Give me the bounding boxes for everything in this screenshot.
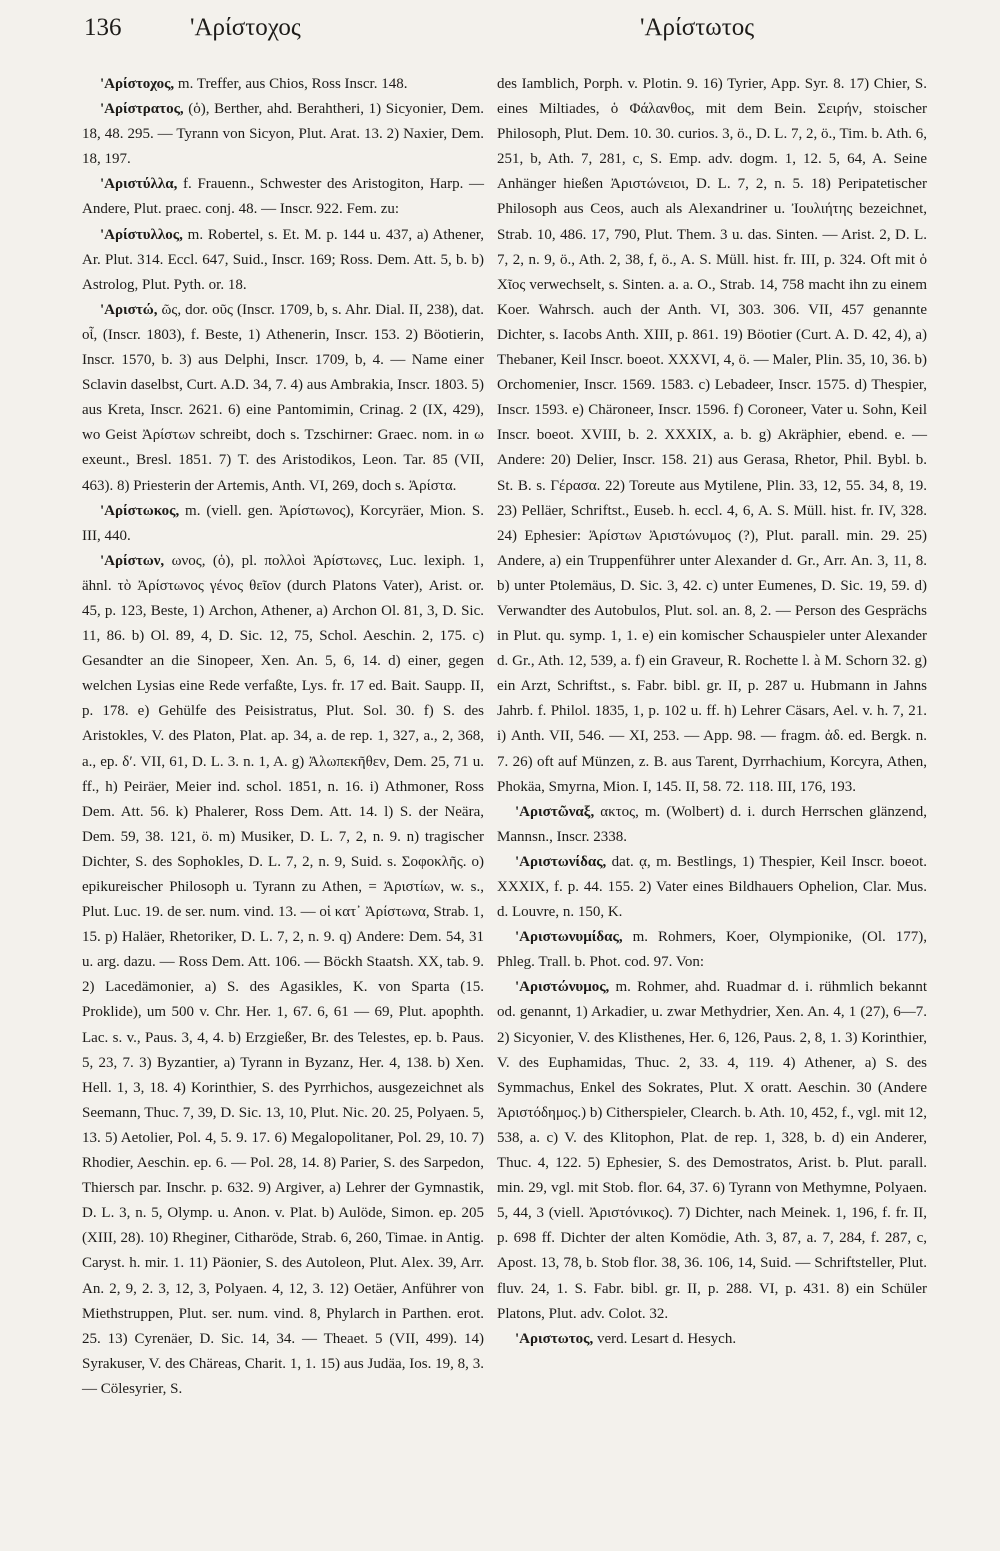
dictionary-entry (82, 97, 484, 172)
dictionary-entry (82, 223, 484, 298)
dictionary-entry (82, 72, 484, 97)
entry-text: m. Robertel, s. Et. M. p. 144 u. 437, a) Athener, Ar. Plut. 314. Eccl. 647, Suid., Inscr. 169; Ross. Dem. Att. 5, b. b) Astrolog, Plut. Pyth. or. 18. (82, 226, 484, 293)
page-number: 136 (84, 14, 122, 41)
entry-headword: 'Αριστώ, (100, 301, 158, 318)
dictionary-entry (82, 298, 484, 499)
entry-headword: 'Αριστύλλα, (100, 176, 178, 193)
right-column (497, 72, 927, 1352)
entry-text: m. (viell. gen. Ἀρίστωνος), Korcyräer, Mion. S. III, 440. (82, 502, 484, 544)
dictionary-entry (497, 975, 927, 1326)
dictionary-entry (497, 800, 927, 850)
entry-headword: 'Αρίστωκος, (100, 502, 180, 519)
entry-text: m. Treffer, aus Chios, Ross Inscr. 148. (174, 76, 408, 92)
running-head-left: 'Αρίστοχος (190, 14, 301, 41)
entry-text: ακτος, m. (Wolbert) d. i. durch Herrschen glänzend, Mannsn., Inscr. 2338. (497, 803, 927, 845)
entry-text: des Iamblich, Porph. v. Plotin. 9. 16) Tyrier, App. Syr. 8. 17) Chier, S. eines Miltiades, ὁ Φάλανθος, mit dem Bein. Σειρήν, stoischer Philosoph, Plut. Dem. 10. 30. curios. 3, ö., D. L. 7, 2, ö., Tim. b. Ath. 6, 251, b, Ath. 7, 281, c, S. Emp. adv. dogm. 1, 12. 5, 64, A. Seine Anhänger hießen Ἀριστώνειοι, D. L. 7, 2, n. 5. 18) Peripatetischer Philosoph aus Ceos, auch als Alexandriner u. Ἰουλιήτης bezeichnet, Strab. 10, 486. 17, 790, Plut. Them. 3 u. das. Sinten. — Arist. 2, D. L. 7, 2, n. 9, ö., Ath. 2, 38, f, ö., A. S. Müll. hist. fr. III, p. 324. Oft mit ὁ Χῖος verwechselt, s. Sinten. a. a. O., Strab. 14, 758 macht ihn zu einem Koer. Wahrsch. auch der Anth. VI, 303. 306. VII, 457 genannte Dichter, s. Iacobs Anth. XIII, p. 861. 19) Böotier (Curt. A. D. 42, 4), a) Thebaner, Keil Inscr. boeot. XXXVI, 4, ö. — Maler, Plin. 35, 10, 36. b) Orchomenier, Inscr. 1569. 1583. c) Lebadeer, Inscr. 1575. d) Thespier, Inscr. 1593. e) Chäroneer, Inscr. 1596. f) Coroneer, Vater u. Sohn, Keil Inscr. boeot. XVIII, b. 2. XXXIX, a. b. g) Akräphier, ebend. e. — Andere: 20) Delier, Inscr. 158. 21) aus Gerasa, Rhetor, Phil. Bybl. b. St. B. s. Γέρασα. 22) Toreute aus Mytilene, Plin. 33, 12, 55. 34, 8, 19. 23) Pelläer, Schriftst., Euseb. h. eccl. 4, 6, A. S. Müll. hist. fr. IV, 328. 24) Ephesier: Ἀρίστων Ἀριστώνυμος (?), Plut. parall. min. 29. 25) Andere, a) ein Truppenführer unter Alexander d. Gr., Arr. An. 3, 11, 8. b) unter Ptolemäus, D. Sic. 3, 42. c) unter Eumenes, D. Sic. 19, 59. d) Verwandter des Autobulos, Plut. sol. an. 8, 2. — Person des Gesprächs in Plut. qu. symp. 1, 1. e) ein komischer Schauspieler unter Alexander d. Gr., Ath. 12, 539, a. f) ein Graveur, R. Rochette l. à M. Schorn 32. g) ein Arzt, Schriftst., s. Fabr. bibl. gr. II, p. 287 u. Hubmann in Jahns Jahrb. f. Philol. 1835, 1, p. 102 u. ff. h) Lehrer Cäsars, Ael. v. h. 7, 21. i) Anth. VII, 546. — XI, 253. — App. 98. — fragm. ἀδ. ed. Bergk. n. 7. 26) oft auf Münzen, z. B. aus Tarent, Dyrrhachium, Korcyra, Athen, Phokäa, Smyrna, Mion. I, 145. II, 58. 72. 118. III, 176, 193. (497, 76, 927, 795)
dictionary-entry (82, 499, 484, 549)
entry-text: m. Rohmers, Koer, Olympionike, (Ol. 177), Phleg. Trall. b. Phot. cod. 97. Von: (497, 929, 927, 971)
entry-headword: 'Αρίστοχος, (100, 76, 175, 92)
entry-text: dat. ᾳ, m. Bestlings, 1) Thespier, Keil Inscr. boeot. XXXIX, f. p. 44. 155. 2) Vater eines Bildhauers Ophelion, Clar. Mus. d. Louvre, n. 150, K. (497, 853, 927, 921)
left-column (82, 72, 484, 1402)
entry-headword: 'Αριστωνίδας, (515, 853, 607, 870)
entry-text: (ὁ), Berther, ahd. Berahtheri, 1) Sicyonier, Dem. 18, 48. 295. — Tyrann von Sicyon, Plut. Arat. 13. 2) Naxier, Dem. 18, 197. (82, 101, 484, 168)
entry-headword: 'Αρίστρατος, (100, 101, 184, 118)
dictionary-entry (497, 1327, 927, 1352)
entry-headword: 'Αριστώνυμος, (515, 979, 610, 996)
entry-headword: 'Αριστωνυμίδας, (515, 929, 623, 946)
entry-text: ῶς, dor. οῦς (Inscr. 1709, b, s. Ahr. Dial. II, 238), dat. οἷ, (Inscr. 1803), f. Beste, 1) Athenerin, Inscr. 153. 2) Böotierin, Inscr. 1570, b. 3) aus Delphi, Inscr. 1709, b, 4. — Name einer Sclavin daselbst, Curt. A.D. 34, 7. 4) aus Ambrakia, Inscr. 1803. 5) aus Kreta, Inscr. 2621. 6) eine Pantomimin, Crinag. 2 (IX, 429), wo Geist Ἀρίστων schreibt, doch s. Tzschirner: Graec. nom. in ω exeunt., Bresl. 1851. 7) T. des Aristodikos, Leon. Tar. 85 (VII, 463). 8) Priesterin der Artemis, Anth. VI, 269, doch s. Ἀρίστα. (82, 301, 484, 494)
entry-text: m. Rohmer, ahd. Ruadmar d. i. rühmlich bekannt od. genannt, 1) Arkadier, u. zwar Methydrier, Xen. An. 4, 1 (27), 6—7. 2) Sicyonier, V. des Klisthenes, Her. 6, 126, Paus. 2, 8, 1. 3) Korinthier, V. des Euphamidas, Thuc. 2, 33. 4, 119. 4) Athener, a) S. des Symmachus, Enkel des Sokrates, Plut. X oratt. Aeschin. 30 (Andere Ἀριστόδημος.) b) Citherspieler, Clearch. b. Ath. 10, 452, f., vgl. mit 12, 538, a. c) V. des Klitophon, Plat. de rep. 1, 328, b. d) ein Anderer, Thuc. 4, 122. 5) Ephesier, S. des Demostratos, Arist. b. Plut. parall. min. 29, vgl. mit Stob. flor. 64, 37. 6) Tyrann von Methymne, Polyaen. 5, 44, 3 (viell. Ἀριστόνικος). 7) Dichter, nach Meinek. 1, 196, f. fr. II, p. 698 ff. Dichter der alten Komödie, Ath. 3, 87, a. 7, 284, f. 287, c, Apost. 13, 78, b. Stob flor. 38, 36. 106, 14, Suid. — Schriftsteller, Plut. fluv. 24, 1. S. Fabr. bibl. gr. II, p. 288. VI, p. 431. 8) ein Schüler Platons, Plut. adv. Colot. 32. (497, 979, 927, 1322)
entry-headword: 'Αριστῶναξ, (515, 803, 595, 820)
dictionary-entry (497, 925, 927, 975)
dictionary-entry (82, 549, 484, 1402)
entry-headword: 'Αρίστων, (100, 552, 165, 569)
dictionary-entry (82, 172, 484, 222)
running-head-right: 'Αρίστωτος (640, 14, 755, 41)
entry-headword: 'Αρίστυλλος, (100, 226, 183, 243)
dictionary-entry (497, 850, 927, 925)
entry-text: verd. Lesart d. Hesych. (593, 1330, 737, 1347)
entry-headword: 'Αριστωτος, (515, 1330, 594, 1347)
dictionary-entry (497, 72, 927, 800)
entry-text: f. Frauenn., Schwester des Aristogiton, Harp. — Andere, Plut. praec. conj. 48. — Inscr. 922. Fem. zu: (82, 176, 484, 218)
entry-text: ωνος, (ὁ), pl. πολλοὶ Ἀρίστωνες, Luc. lexiph. 1, ähnl. τὸ Ἀρίστωνος γένος θεῖον (durch Platons Vater), Arist. or. 45, p. 123, Beste, 1) Archon, Athener, a) Archon Ol. 81, 3, D. Sic. 11, 86. b) Ol. 89, 4, D. Sic. 12, 75, Schol. Aeschin. 2, 175. c) Gesandter an die Sinopeer, Xen. An. 5, 6, 14. d) einer, gegen welchen Lysias eine Rede verfaßte, Lys. fr. 17 ed. Bait. Saupp. II, p. 178. e) Gehülfe des Peisistratus, Plut. Sol. 30. f) S. des Aristokles, V. des Platon, Plat. ap. 34, a. de rep. 1, 327, a., 2, 368, a., ep. δʹ. VII, 61, D. L. 3. n. 1, A. g) Ἀλωπεκῆθεν, Dem. 25, 71 u. ff., h) Peiräer, Meier ind. schol. 1851, n. 16. i) Athmoner, Ross Dem. Att. 56. k) Phalerer, Ross Dem. Att. 14. l) S. der Neära, Dem. 59, 38. 121, ö. m) Musiker, D. L. 7, 2, n. 9. n) tragischer Dichter, S. des Sophokles, D. L. 7, 2, n. 9, Suid. s. Σοφοκλῆς. o) epikureischer Philosoph u. Tyrann zu Athen, = Ἀριστίων, w. s., Plut. Luc. 19. de ser. num. vind. 13. — οἱ κατ᾽ Ἀρίστωνα, Strab. 1, 15. p) Haläer, Rhetoriker, D. L. 7, 2, n. 9. q) Andere: Dem. 54, 31 u. arg. dazu. — Ross Dem. Att. 106. — Böckh Staatsh. XX, tab. 9. 2) Lacedämonier, a) S. des Agasikles, K. von Sparta (15. Proklide), um 500 v. Chr. Her. 1, 67. 6, 61 — 69, Plut. apophth. Lac. s. v., Paus. 3, 4, 4. b) Erzgießer, Br. des Telestes, ep. b. Paus. 5, 23, 7. 3) Byzantier, a) Tyrann in Byzanz, Her. 4, 138. b) Xen. Hell. 1, 3, 18. 4) Korinthier, S. des Pyrrhichos, ausgezeichnet als Seemann, Thuc. 7, 39, D. Sic. 13, 10, Plut. Nic. 20. 25, Polyaen. 5, 13. 5) Aetolier, Pol. 4, 5. 9. 17. 6) Megalopolitaner, Pol. 29, 10. 7) Rhodier, Aeschin. ep. 6. — Pol. 28, 14. 8) Parier, S. des Sarpedon, Thiersch par. Inschr. p. 632. 9) Argiver, a) Lehrer der Gymnastik, D. L. 3, n. 5, Olymp. u. Anon. v. Plat. b) Aulöde, Simon. ep. 205 (XIII, 28). 10) Rheginer, Citharöde, Strab. 6, 260, Timae. in Antig. Caryst. h. mir. 1. 11) Päonier, S. des Autoleon, Plut. Alex. 39, Arr. An. 2, 9, 2. 3, 12, 3, Polyaen. 4, 12, 3. 12) Oetäer, Anführer von Miethstruppen, Plut. ser. num. vind. 8, Phylarch in Parthen. erot. 25. 13) Cyrenäer, D. Sic. 14, 34. — Theaet. 5 (VII, 499). 14) Syrakuser, V. des Chäreas, Charit. 1, 1. 15) aus Judäa, Ios. 19, 8, 3. — Cölesyrier, S. (82, 552, 484, 1397)
